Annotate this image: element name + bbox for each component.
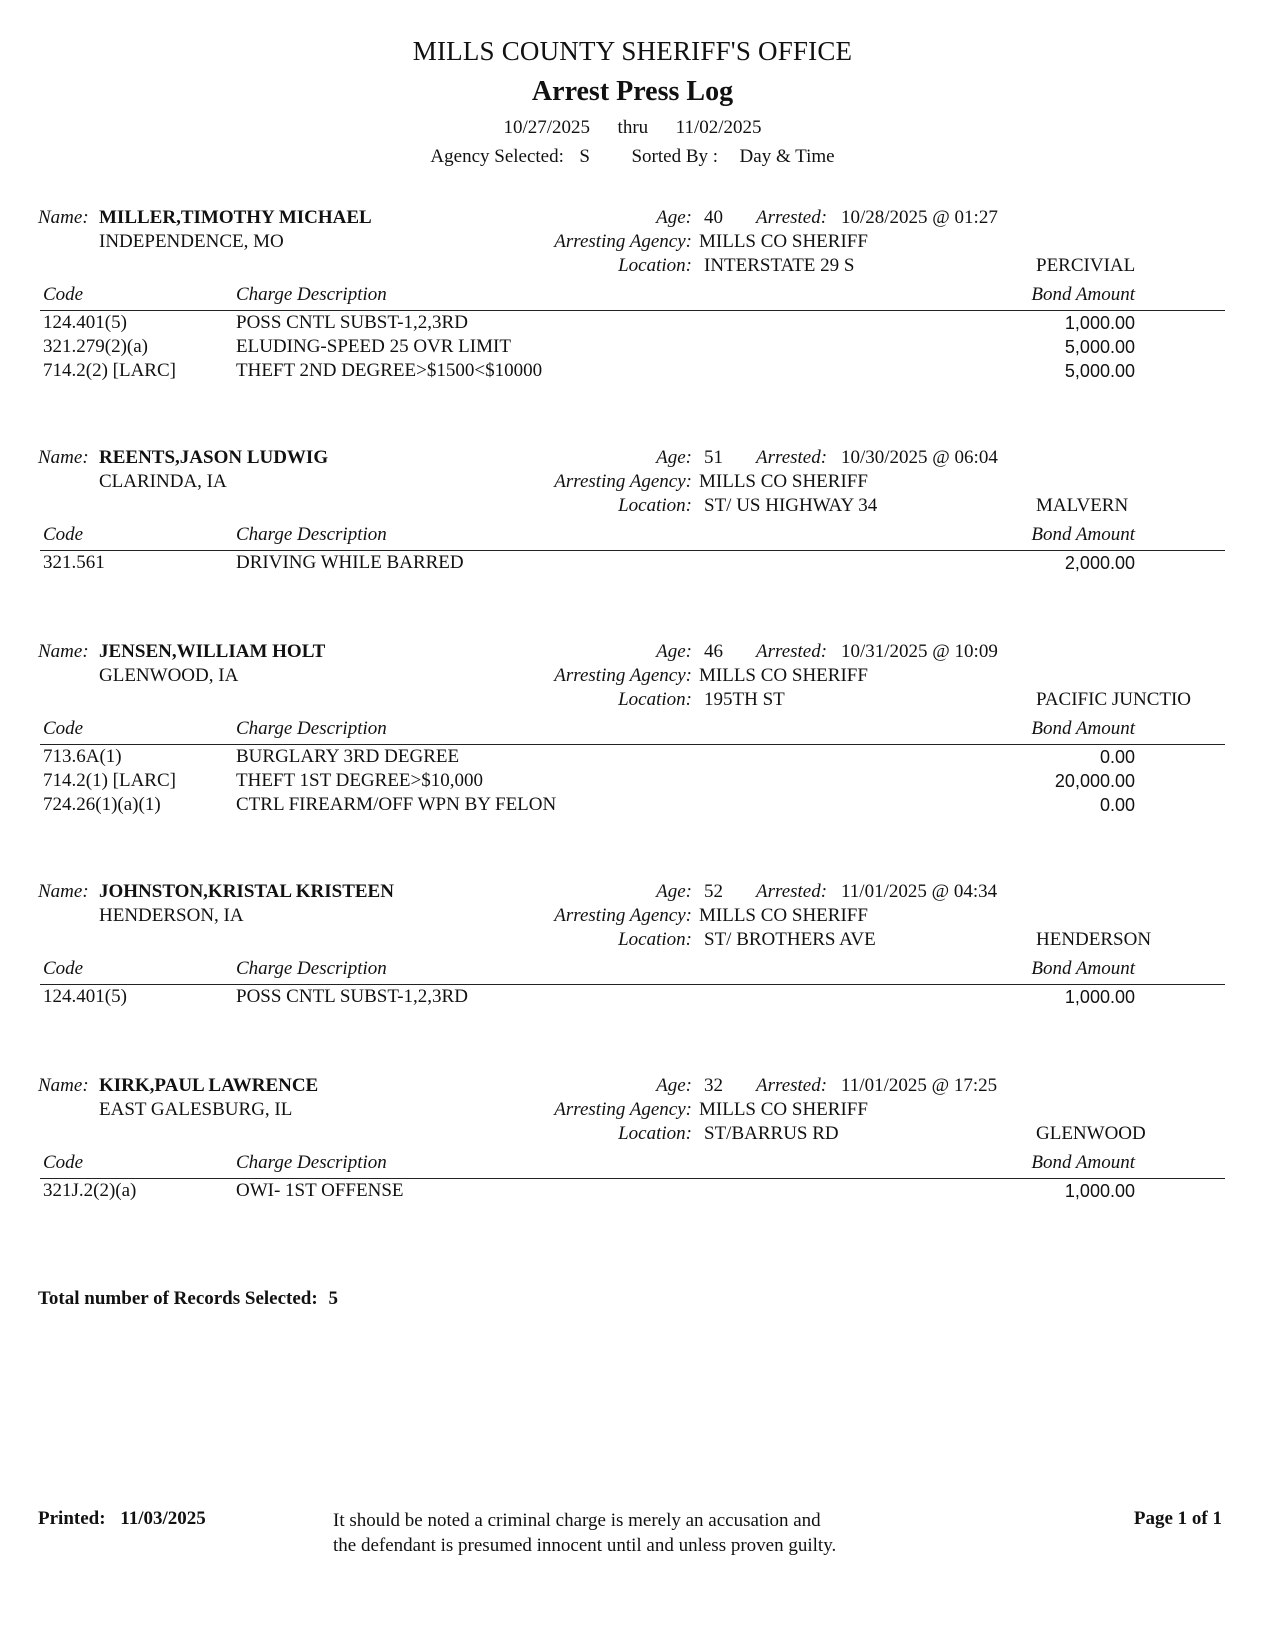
- bond-amount: 5,000.00: [1064, 361, 1135, 381]
- charge-description: ELUDING-SPEED 25 OVR LIMIT: [236, 336, 511, 357]
- age-label: Age:: [656, 447, 692, 468]
- arresting-agency: MILLS CO SHERIFF: [699, 665, 868, 686]
- charge-description-header: Charge Description: [236, 524, 387, 545]
- arrested-label: Arrested:: [756, 447, 828, 468]
- arrested-label: Arrested:: [756, 207, 828, 228]
- charge-code: 724.26(1)(a)(1): [43, 794, 161, 815]
- printed-label: Printed:: [38, 1508, 106, 1529]
- arrest-record: [0, 1068, 1265, 1268]
- date-range: [0, 117, 1265, 139]
- name-label: Name:: [38, 447, 89, 468]
- bond-amount: 1,000.00: [1064, 987, 1135, 1007]
- name-label: Name:: [38, 207, 89, 228]
- bond-amount: 2,000.00: [1064, 553, 1135, 573]
- disclaimer-line-1: It should be noted a criminal charge is merely an accusation and: [333, 1510, 821, 1531]
- header-rule: [40, 310, 1225, 311]
- printed-value: 11/03/2025: [120, 1508, 206, 1529]
- charge-code: 321J.2(2)(a): [43, 1180, 137, 1201]
- age-value: 51: [704, 447, 723, 468]
- charge-description: POSS CNTL SUBST-1,2,3RD: [236, 312, 468, 333]
- charge-code: 713.6A(1): [43, 746, 122, 767]
- arrest-city: MALVERN: [1036, 495, 1129, 516]
- location-label: Location:: [618, 1123, 692, 1144]
- age-label: Age:: [656, 207, 692, 228]
- agency-title: MILLS COUNTY SHERIFF'S OFFICE: [412, 36, 853, 66]
- charge-code: 124.401(5): [43, 312, 127, 333]
- sorted-by-value: Day & Time: [739, 146, 835, 167]
- bond-amount-header: Bond Amount: [1031, 958, 1135, 979]
- arresting-agency-label: Arresting Agency:: [554, 665, 692, 686]
- person-name: REENTS,JASON LUDWIG: [99, 447, 329, 468]
- code-header: Code: [43, 524, 84, 545]
- header-rule: [40, 744, 1225, 745]
- code-header: Code: [43, 284, 84, 305]
- name-label: Name:: [38, 1075, 89, 1096]
- bond-amount: 1,000.00: [1064, 1181, 1135, 1201]
- arrested-value: 10/28/2025 @ 01:27: [841, 207, 998, 228]
- arresting-agency: MILLS CO SHERIFF: [699, 471, 868, 492]
- residence: HENDERSON, IA: [99, 905, 244, 926]
- charge-description: THEFT 1ST DEGREE>$10,000: [236, 770, 483, 791]
- location-label: Location:: [618, 255, 692, 276]
- code-header: Code: [43, 1152, 84, 1173]
- charge-code: 321.279(2)(a): [43, 336, 148, 357]
- residence: CLARINDA, IA: [99, 471, 227, 492]
- arrest-city: GLENWOOD: [1036, 1123, 1146, 1144]
- age-label: Age:: [656, 641, 692, 662]
- date-thru-label: thru: [617, 117, 649, 138]
- charge-description: DRIVING WHILE BARRED: [236, 552, 464, 573]
- arrested-value: 11/01/2025 @ 04:34: [841, 881, 998, 902]
- arresting-agency-label: Arresting Agency:: [554, 1099, 692, 1120]
- header-rule: [40, 1178, 1225, 1179]
- charge-description: THEFT 2ND DEGREE>$1500<$10000: [236, 360, 543, 381]
- charge-description: BURGLARY 3RD DEGREE: [236, 746, 460, 767]
- location-value: INTERSTATE 29 S: [704, 255, 855, 276]
- arrested-value: 11/01/2025 @ 17:25: [841, 1075, 998, 1096]
- arresting-agency: MILLS CO SHERIFF: [699, 905, 868, 926]
- bond-amount-header: Bond Amount: [1031, 718, 1135, 739]
- arresting-agency-label: Arresting Agency:: [554, 471, 692, 492]
- arresting-agency-label: Arresting Agency:: [554, 231, 692, 252]
- location-value: ST/BARRUS RD: [704, 1123, 839, 1144]
- page-number: Page 1 of 1: [1133, 1508, 1222, 1529]
- person-name: JOHNSTON,KRISTAL KRISTEEN: [99, 881, 394, 902]
- charge-code: 714.2(1) [LARC]: [43, 770, 176, 791]
- arresting-agency-label: Arresting Agency:: [554, 905, 692, 926]
- location-label: Location:: [618, 929, 692, 950]
- charge-description: CTRL FIREARM/OFF WPN BY FELON: [236, 794, 557, 815]
- residence: INDEPENDENCE, MO: [99, 231, 284, 252]
- agency-selected-label: Agency Selected:: [430, 146, 564, 167]
- arresting-agency: MILLS CO SHERIFF: [699, 231, 868, 252]
- header-rule: [40, 550, 1225, 551]
- age-label: Age:: [656, 1075, 692, 1096]
- date-to: 11/02/2025: [675, 117, 762, 138]
- total-label: Total number of Records Selected:: [38, 1288, 318, 1309]
- arrest-record: [0, 440, 1265, 640]
- code-header: Code: [43, 958, 84, 979]
- bond-amount: 5,000.00: [1064, 337, 1135, 357]
- bond-amount-header: Bond Amount: [1031, 524, 1135, 545]
- arrested-label: Arrested:: [756, 881, 828, 902]
- bond-amount: 20,000.00: [1054, 771, 1135, 791]
- arrest-record: [0, 634, 1265, 834]
- residence: GLENWOOD, IA: [99, 665, 239, 686]
- age-value: 46: [704, 641, 723, 662]
- arrest-record: [0, 874, 1265, 1074]
- age-value: 32: [704, 1075, 723, 1096]
- arrested-value: 10/31/2025 @ 10:09: [841, 641, 998, 662]
- name-label: Name:: [38, 641, 89, 662]
- location-value: ST/ BROTHERS AVE: [704, 929, 876, 950]
- arrest-city: HENDERSON: [1036, 929, 1152, 950]
- arrested-value: 10/30/2025 @ 06:04: [841, 447, 998, 468]
- disclaimer: [333, 1508, 836, 1558]
- sorted-by-label: Sorted By :: [631, 146, 719, 167]
- arresting-agency: MILLS CO SHERIFF: [699, 1099, 868, 1120]
- printed-date: [38, 1508, 206, 1530]
- bond-amount: 0.00: [1099, 747, 1135, 767]
- person-name: JENSEN,WILLIAM HOLT: [99, 641, 326, 662]
- total-value: 5: [328, 1288, 338, 1309]
- report-options: [0, 146, 1265, 168]
- charge-code: 321.561: [43, 552, 105, 573]
- bond-amount-header: Bond Amount: [1031, 284, 1135, 305]
- header-rule: [40, 984, 1225, 985]
- arrest-city: PACIFIC JUNCTIO: [1036, 689, 1192, 710]
- report-title: Arrest Press Log: [531, 76, 734, 107]
- disclaimer-line-2: the defendant is presumed innocent until and unless proven guilty.: [333, 1535, 837, 1556]
- person-name: MILLER,TIMOTHY MICHAEL: [99, 207, 372, 228]
- location-value: 195TH ST: [704, 689, 785, 710]
- arrest-record: [0, 200, 1265, 400]
- code-header: Code: [43, 718, 84, 739]
- arrested-label: Arrested:: [756, 641, 828, 662]
- charge-description: POSS CNTL SUBST-1,2,3RD: [236, 986, 468, 1007]
- total-records: [38, 1288, 338, 1310]
- location-label: Location:: [618, 689, 692, 710]
- charge-code: 124.401(5): [43, 986, 127, 1007]
- residence: EAST GALESBURG, IL: [99, 1099, 293, 1120]
- bond-amount: 1,000.00: [1064, 313, 1135, 333]
- age-label: Age:: [656, 881, 692, 902]
- charge-description-header: Charge Description: [236, 1152, 387, 1173]
- charge-code: 714.2(2) [LARC]: [43, 360, 176, 381]
- date-from: 10/27/2025: [503, 117, 591, 138]
- arrest-city: PERCIVIAL: [1036, 255, 1136, 276]
- location-value: ST/ US HIGHWAY 34: [704, 495, 878, 516]
- person-name: KIRK,PAUL LAWRENCE: [99, 1075, 319, 1096]
- bond-amount: 0.00: [1099, 795, 1135, 815]
- charge-description-header: Charge Description: [236, 284, 387, 305]
- bond-amount-header: Bond Amount: [1031, 1152, 1135, 1173]
- charge-description-header: Charge Description: [236, 718, 387, 739]
- age-value: 40: [704, 207, 723, 228]
- name-label: Name:: [38, 881, 89, 902]
- agency-selected-value: S: [579, 146, 590, 167]
- charge-description-header: Charge Description: [236, 958, 387, 979]
- age-value: 52: [704, 881, 723, 902]
- arrested-label: Arrested:: [756, 1075, 828, 1096]
- location-label: Location:: [618, 495, 692, 516]
- charge-description: OWI- 1ST OFFENSE: [236, 1180, 404, 1201]
